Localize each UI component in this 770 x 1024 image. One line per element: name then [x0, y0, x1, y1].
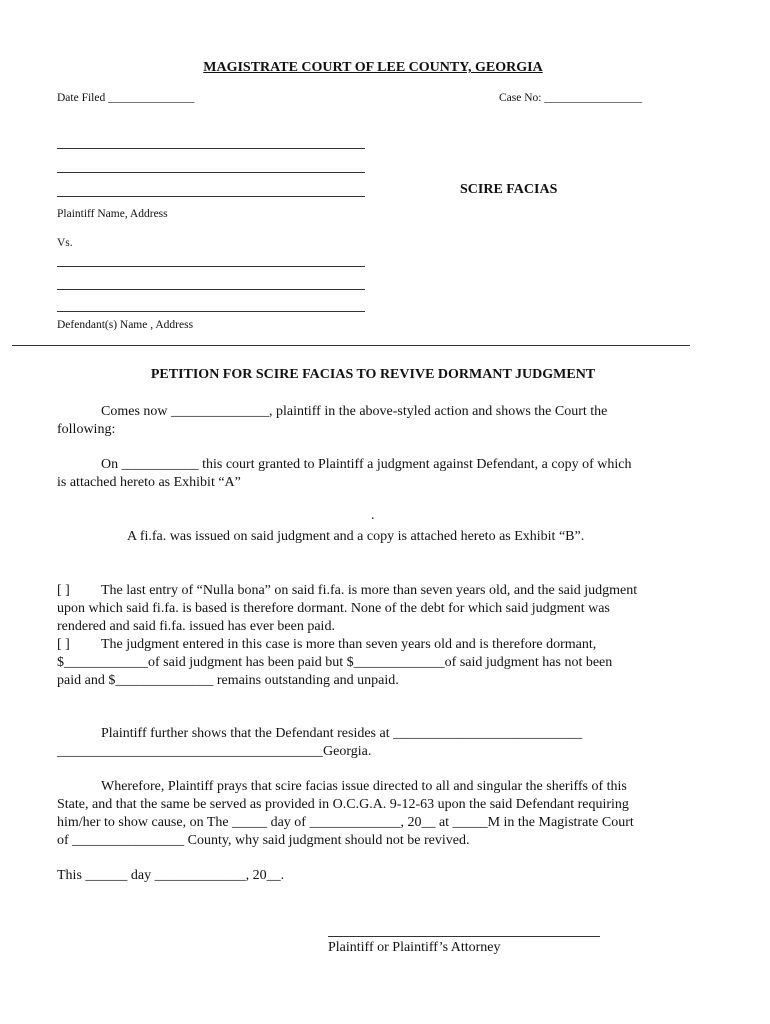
option1-line-1: The last entry of “Nulla bona” on said fi.fa. is more than seven years old, and the said judgment	[101, 583, 638, 598]
case-number-field[interactable]: Case No: _________________	[499, 92, 643, 104]
signature-line[interactable]	[328, 936, 600, 937]
residence-line-2: ______________________________________Georgia.	[57, 744, 372, 759]
signature-label: Plaintiff or Plaintiff’s Attorney	[328, 940, 501, 955]
versus-label: Vs.	[57, 237, 73, 249]
petition-title: PETITION FOR SCIRE FACIAS TO REVIVE DORMANT JUDGMENT	[150, 367, 596, 382]
defendant-label: Defendant(s) Name , Address	[57, 319, 194, 331]
wherefore-line-2: State, and that the same be served as provided in O.C.G.A. 9-12-63 upon the said Defendant requiring	[57, 797, 629, 812]
judgment-date-line-1: On ___________ this court granted to Plaintiff a judgment against Defendant, a copy of which	[101, 457, 632, 472]
date-filed-field[interactable]: Date Filed _______________	[57, 92, 195, 104]
wherefore-line-1: Wherefore, Plaintiff prays that scire facias issue directed to all and singular the sheriffs of this	[101, 779, 627, 794]
residence-line-1: Plaintiff further shows that the Defendant resides at ___________________________	[101, 726, 583, 741]
wherefore-line-4: of ________________ County, why said judgment should not be revived.	[57, 833, 470, 848]
option2-line-3: paid and $______________ remains outstanding and unpaid.	[57, 673, 399, 688]
stray-period: .	[371, 508, 375, 523]
section-divider	[12, 345, 690, 346]
defendant-line-2[interactable]	[57, 289, 365, 290]
form-title: SCIRE FACIAS	[460, 182, 558, 197]
fifa-statement: A fi.fa. was issued on said judgment and a copy is attached hereto as Exhibit “B”.	[127, 529, 585, 544]
option2-line-1: The judgment entered in this case is more than seven years old and is therefore dormant,	[101, 637, 597, 652]
judgment-date-line-2: is attached hereto as Exhibit “A”	[57, 475, 241, 490]
comes-now-line-2: following:	[57, 422, 116, 437]
defendant-line-3[interactable]	[57, 311, 365, 312]
option2-checkbox[interactable]: [ ]	[57, 637, 70, 652]
date-of-signing: This ______ day _____________, 20__.	[57, 868, 285, 883]
option1-checkbox[interactable]: [ ]	[57, 583, 70, 598]
court-title: MAGISTRATE COURT OF LEE COUNTY, GEORGIA	[203, 60, 543, 75]
option2-line-2: $____________of said judgment has been paid but $_____________of said judgment has not been	[57, 655, 613, 670]
plaintiff-line-2[interactable]	[57, 172, 365, 173]
defendant-line-1[interactable]	[57, 266, 365, 267]
wherefore-line-3: him/her to show cause, on The _____ day of _____________, 20__ at _____M in the Magistrate Court	[57, 815, 634, 830]
plaintiff-label: Plaintiff Name, Address	[57, 208, 168, 220]
option1-line-3: rendered and said fi.fa. issued has ever been paid.	[57, 619, 335, 634]
plaintiff-line-3[interactable]	[57, 196, 365, 197]
plaintiff-line-1[interactable]	[57, 148, 365, 149]
option1-line-2: upon which said fi.fa. is based is therefore dormant. None of the debt for which said judgment was	[57, 601, 610, 616]
comes-now-line-1: Comes now ______________, plaintiff in the above-styled action and shows the Court the	[101, 404, 608, 419]
